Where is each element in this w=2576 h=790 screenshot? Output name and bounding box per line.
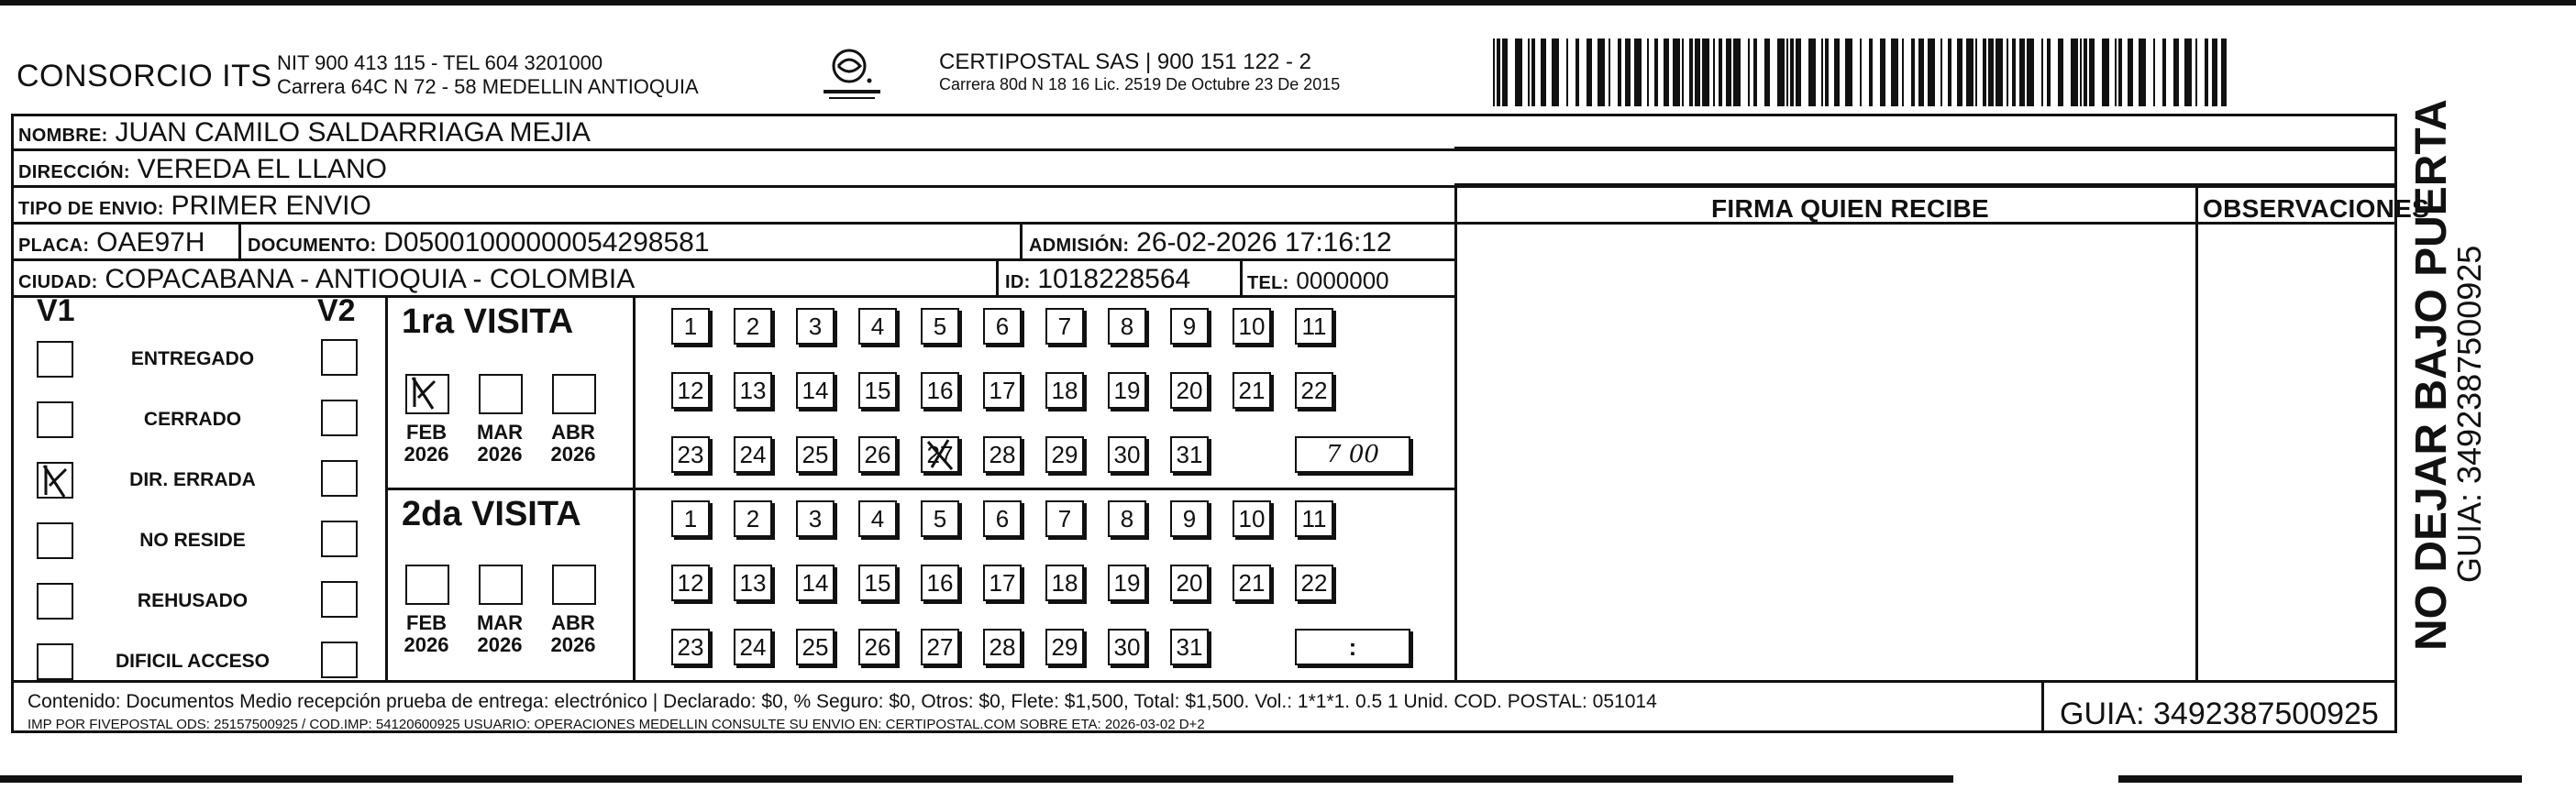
day-box[interactable]: 19: [1108, 372, 1146, 409]
day-box[interactable]: 10: [1233, 308, 1271, 345]
tel-label: TEL:: [1247, 273, 1289, 293]
address-label: DIRECCIÓN:: [18, 162, 130, 182]
day-box[interactable]: 6: [983, 308, 1022, 345]
content-summary: Contenido: Documentos Medio recepción prueba de entrega: electrónico | Declarado: $0, % Seguro: $0, Otros: $0, Flete: $1,500, Total: $1,500. Vol.: 1*1*1. 0.5 1 Unid. COD. POSTAL: 051014: [28, 691, 1657, 712]
tel-field: [1247, 266, 1389, 295]
observations-header: OBSERVACIONES: [2203, 194, 2430, 223]
second-visit-title: 2da VISITA: [402, 495, 581, 533]
admission-label: ADMISIÓN:: [1029, 236, 1130, 256]
day-box[interactable]: 3: [796, 308, 835, 345]
day-box[interactable]: 14: [796, 372, 835, 409]
day-box[interactable]: 5: [921, 500, 959, 537]
day-box[interactable]: 4: [858, 500, 897, 537]
month-name: MAR: [476, 611, 524, 634]
month-label: [394, 612, 459, 656]
day-box[interactable]: 17: [983, 372, 1022, 409]
first-visit-time: 7 00: [1295, 436, 1410, 473]
day-box[interactable]: 29: [1045, 629, 1084, 665]
month-checkbox[interactable]: [405, 374, 449, 414]
city-field: [18, 264, 635, 295]
day-box[interactable]: 16: [921, 372, 959, 409]
status-option-label: NO RESIDE: [139, 530, 246, 551]
day-box[interactable]: 15: [858, 565, 897, 601]
day-box[interactable]: 1: [671, 500, 710, 537]
day-box[interactable]: 28: [983, 629, 1022, 665]
month-year: 2026: [404, 443, 449, 466]
shipping-type-field: [18, 191, 371, 222]
barcode: [1493, 38, 2227, 106]
day-box[interactable]: 16: [921, 565, 959, 601]
day-box[interactable]: 23: [671, 436, 710, 473]
day-box[interactable]: 31: [1170, 436, 1209, 473]
plate-field: [18, 227, 205, 258]
visit-divider: [385, 488, 1454, 490]
v1-header: V1: [37, 293, 75, 328]
admission-value: 26-02-2026 17:16:12: [1136, 227, 1392, 258]
month-year: 2026: [404, 633, 449, 656]
address-value: VEREDA EL LLANO: [137, 154, 388, 184]
v2-checkbox[interactable]: [321, 642, 358, 678]
footer-divider: [11, 680, 2397, 683]
day-box[interactable]: 30: [1108, 629, 1146, 665]
month-checkbox[interactable]: [405, 565, 449, 605]
document-label: DOCUMENTO:: [248, 236, 377, 256]
city-value: COPACABANA - ANTIOQUIA - COLOMBIA: [105, 264, 636, 294]
day-box[interactable]: 7: [1045, 500, 1084, 537]
day-box[interactable]: 20: [1170, 372, 1209, 409]
day-box[interactable]: 13: [734, 565, 772, 601]
month-year: 2026: [477, 633, 523, 656]
day-box[interactable]: 5: [921, 308, 959, 345]
footer-guia: GUIA: 3492387500925: [2060, 697, 2379, 731]
day-box[interactable]: 20: [1170, 565, 1209, 601]
day-box[interactable]: 2: [734, 308, 772, 345]
second-visit-time: :: [1295, 629, 1410, 665]
v2-checkbox[interactable]: [321, 581, 358, 618]
shipping-type-label: TIPO DE ENVIO:: [18, 199, 164, 219]
status-option-label: REHUSADO: [137, 590, 249, 611]
month-checkbox[interactable]: [479, 374, 523, 414]
company-address: Carrera 64C N 72 - 58 MEDELLIN ANTIOQUIA: [277, 75, 699, 98]
status-option-label: ENTREGADO: [130, 348, 255, 369]
day-box[interactable]: 10: [1233, 500, 1271, 537]
signature-header: FIRMA QUIEN RECIBE: [1711, 194, 1990, 223]
day-box[interactable]: 24: [734, 629, 772, 665]
day-box[interactable]: 12: [671, 372, 710, 409]
month-year: 2026: [550, 633, 596, 656]
bottom-scan-line-right: [2118, 775, 2522, 783]
courier-name: CERTIPOSTAL SAS | 900 151 122 - 2: [939, 49, 1311, 74]
day-box[interactable]: 26: [858, 629, 897, 665]
v2-checkbox[interactable]: [321, 521, 358, 557]
city-label: CIUDAD:: [18, 272, 98, 292]
row-divider: [1454, 147, 2397, 149]
day-box[interactable]: 12: [671, 565, 710, 601]
month-label: [394, 422, 459, 466]
status-option-label: DIFICIL ACCESO: [115, 651, 270, 672]
day-box[interactable]: 28: [983, 436, 1022, 473]
cell-divider: [996, 260, 999, 295]
check-mark-icon: [921, 436, 959, 473]
row-divider: [11, 258, 1454, 261]
day-box[interactable]: 25: [796, 436, 835, 473]
status-option-label: CERRADO: [143, 409, 242, 430]
address-field: [18, 154, 387, 185]
month-label: [541, 612, 605, 656]
month-name: ABR: [551, 421, 595, 444]
cell-divider: [238, 224, 241, 258]
company-nit: NIT 900 413 115 - TEL 604 3201000: [277, 51, 603, 74]
v2-checkbox[interactable]: [321, 460, 358, 497]
admission-field: [1029, 227, 1392, 258]
courier-info: [939, 51, 1340, 95]
month-year: 2026: [477, 443, 523, 466]
day-box[interactable]: 7: [1045, 308, 1084, 345]
day-box[interactable]: 18: [1045, 565, 1084, 601]
cell-divider: [1020, 224, 1023, 258]
month-name: MAR: [476, 421, 524, 444]
top-scan-line: [0, 0, 2576, 5]
day-box[interactable]: 17: [983, 565, 1022, 601]
month-checkbox[interactable]: [552, 565, 596, 605]
plate-value: OAE97H: [96, 227, 205, 258]
observations-divider: [2195, 185, 2198, 680]
name-field: [18, 117, 591, 148]
name-value: JUAN CAMILO SALDARRIAGA MEJIA: [115, 117, 591, 148]
day-box[interactable]: 25: [796, 629, 835, 665]
day-box[interactable]: 8: [1108, 500, 1146, 537]
day-box[interactable]: 27: [921, 436, 959, 473]
day-box[interactable]: 3: [796, 500, 835, 537]
day-box[interactable]: 22: [1295, 372, 1333, 409]
row-divider: [11, 295, 1454, 298]
day-box[interactable]: 24: [734, 436, 772, 473]
month-label: [468, 422, 532, 466]
day-box[interactable]: 1: [671, 308, 710, 345]
footer-guia-divider: [2041, 680, 2044, 733]
day-box[interactable]: 11: [1295, 500, 1333, 537]
day-box[interactable]: 2: [734, 500, 772, 537]
bottom-scan-line: [0, 775, 1953, 783]
day-box[interactable]: 13: [734, 372, 772, 409]
day-box[interactable]: 19: [1108, 565, 1146, 601]
id-value: 1018228564: [1037, 264, 1191, 294]
side-warning: NO DEJAR BAJO PUERTA: [2407, 99, 2456, 651]
day-box[interactable]: 18: [1045, 372, 1084, 409]
month-checkbox[interactable]: [552, 374, 596, 414]
status-option-label: DIR. ERRADA: [129, 469, 256, 490]
first-visit-title: 1ra VISITA: [402, 302, 574, 341]
v2-checkbox[interactable]: [321, 339, 358, 376]
day-box[interactable]: 6: [983, 500, 1022, 537]
row-divider: [1454, 183, 2397, 186]
day-box[interactable]: 22: [1295, 565, 1333, 601]
day-box[interactable]: 15: [858, 372, 897, 409]
tel-value: 0000000: [1296, 267, 1389, 294]
company-contact: [277, 51, 699, 99]
cell-divider: [1240, 260, 1243, 295]
plate-label: PLACA:: [18, 236, 90, 256]
id-field: [1005, 264, 1190, 295]
day-box[interactable]: 29: [1045, 436, 1084, 473]
document-value: D05001000000054298581: [383, 227, 710, 258]
day-box[interactable]: 31: [1170, 629, 1209, 665]
month-name: FEB: [406, 421, 447, 444]
month-label: [541, 422, 605, 466]
day-box[interactable]: 9: [1170, 500, 1209, 537]
day-box[interactable]: 21: [1233, 372, 1271, 409]
name-label: NOMBRE:: [18, 126, 108, 146]
print-info: IMP POR FIVEPOSTAL ODS: 25157500925 / COD.IMP: 54120600925 USUARIO: OPERACIONES MEDELLIN CONSULTE SU ENVIO EN: CERTIPOSTAL.COM SOBRE ETA: 2026-03-02 D+2: [28, 717, 1205, 732]
month-name: FEB: [406, 611, 447, 634]
month-name: ABR: [551, 611, 595, 634]
day-box[interactable]: 23: [671, 629, 710, 665]
side-guia: GUIA: 3492387500925: [2450, 245, 2488, 583]
courier-license: Carrera 80d N 18 16 Lic. 2519 De Octubre 23 De 2015: [939, 75, 1341, 93]
day-box[interactable]: 8: [1108, 308, 1146, 345]
v2-checkbox[interactable]: [321, 400, 358, 436]
day-box[interactable]: 4: [858, 308, 897, 345]
day-box[interactable]: 26: [858, 436, 897, 473]
shipping-type-value: PRIMER ENVIO: [171, 191, 371, 221]
check-mark-icon: [405, 374, 442, 411]
month-checkbox[interactable]: [479, 565, 523, 605]
day-box[interactable]: 27: [921, 629, 959, 665]
v2-header: V2: [317, 293, 356, 328]
day-box[interactable]: 21: [1233, 565, 1271, 601]
month-label: [468, 612, 532, 656]
signature-divider: [1454, 185, 1457, 680]
day-box[interactable]: 9: [1170, 308, 1209, 345]
day-box[interactable]: 11: [1295, 308, 1333, 345]
certipostal-logo-icon: [813, 46, 895, 104]
day-box[interactable]: 30: [1108, 436, 1146, 473]
id-label: ID:: [1005, 272, 1031, 292]
day-box[interactable]: 14: [796, 565, 835, 601]
document-field: [248, 227, 710, 258]
company-name: CONSORCIO ITS: [17, 59, 272, 93]
month-year: 2026: [550, 443, 596, 466]
